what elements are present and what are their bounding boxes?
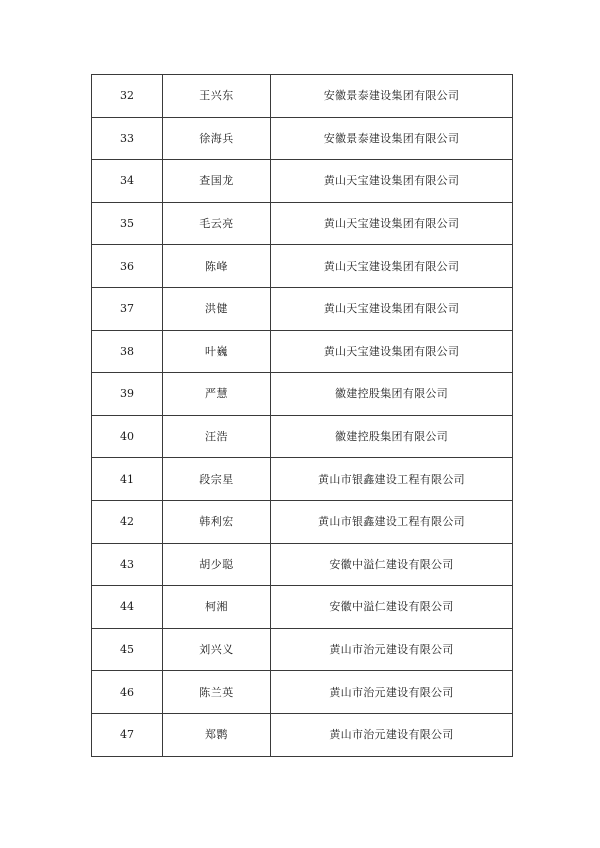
row-number: 43 [92,543,163,586]
table-row [92,671,513,714]
person-name: 查国龙 [163,160,271,203]
table-row [92,330,513,373]
company-name: 黄山天宝建设集团有限公司 [271,287,513,330]
person-name: 胡少聪 [163,543,271,586]
table-row [92,117,513,160]
company-name: 安徽景泰建设集团有限公司 [271,75,513,118]
company-name: 黄山市治元建设有限公司 [271,628,513,671]
company-name: 安徽中溢仁建设有限公司 [271,543,513,586]
company-name: 黄山市治元建设有限公司 [271,713,513,756]
row-number: 33 [92,117,163,160]
row-number: 32 [92,75,163,118]
company-name: 黄山市治元建设有限公司 [271,671,513,714]
person-name: 柯湘 [163,586,271,629]
table-row [92,458,513,501]
table-row [92,415,513,458]
row-number: 38 [92,330,163,373]
personnel-table [91,74,513,757]
row-number: 37 [92,287,163,330]
person-name: 刘兴义 [163,628,271,671]
row-number: 44 [92,586,163,629]
row-number: 42 [92,500,163,543]
person-name: 陈峰 [163,245,271,288]
person-name: 汪浩 [163,415,271,458]
table-row [92,500,513,543]
table-row [92,202,513,245]
personnel-table-body [92,75,513,757]
person-name: 洪健 [163,287,271,330]
row-number: 47 [92,713,163,756]
person-name: 郑鹮 [163,713,271,756]
person-name: 王兴东 [163,75,271,118]
row-number: 45 [92,628,163,671]
row-number: 39 [92,373,163,416]
person-name: 严慧 [163,373,271,416]
company-name: 安徽中溢仁建设有限公司 [271,586,513,629]
company-name: 黄山天宝建设集团有限公司 [271,160,513,203]
company-name: 黄山市银鑫建设工程有限公司 [271,500,513,543]
table-row [92,543,513,586]
row-number: 41 [92,458,163,501]
person-name: 毛云亮 [163,202,271,245]
table-row [92,713,513,756]
company-name: 黄山天宝建设集团有限公司 [271,245,513,288]
company-name: 黄山天宝建设集团有限公司 [271,202,513,245]
person-name: 韩利宏 [163,500,271,543]
company-name: 徽建控股集团有限公司 [271,373,513,416]
table-row [92,628,513,671]
person-name: 陈兰英 [163,671,271,714]
company-name: 安徽景泰建设集团有限公司 [271,117,513,160]
row-number: 35 [92,202,163,245]
row-number: 40 [92,415,163,458]
table-row [92,75,513,118]
table-row [92,160,513,203]
table-row [92,245,513,288]
company-name: 黄山天宝建设集团有限公司 [271,330,513,373]
person-name: 段宗星 [163,458,271,501]
company-name: 徽建控股集团有限公司 [271,415,513,458]
row-number: 36 [92,245,163,288]
table-row [92,373,513,416]
table-row [92,287,513,330]
row-number: 46 [92,671,163,714]
company-name: 黄山市银鑫建设工程有限公司 [271,458,513,501]
row-number: 34 [92,160,163,203]
table-row [92,586,513,629]
person-name: 徐海兵 [163,117,271,160]
person-name: 叶巍 [163,330,271,373]
